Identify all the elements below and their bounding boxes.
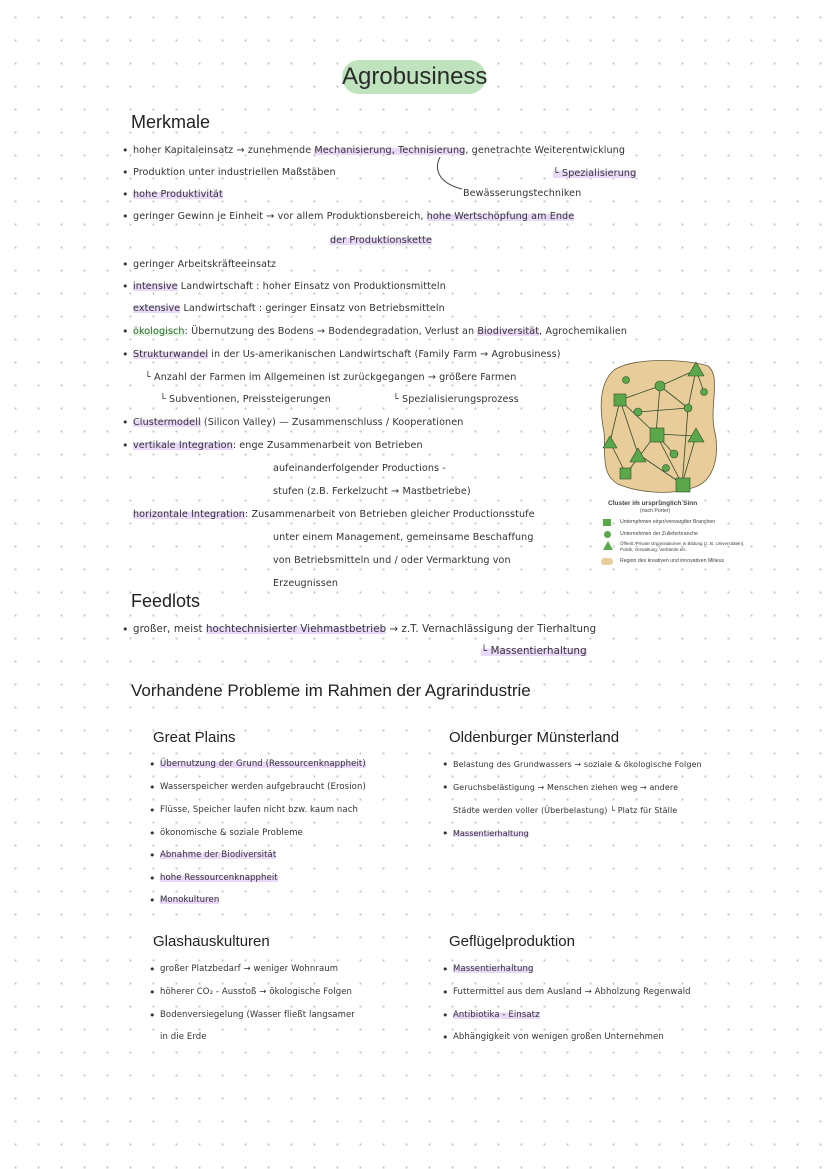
node-square — [676, 478, 690, 492]
merkmal-line-16 — [133, 508, 535, 521]
text: (Silicon Valley) — Zusammenschluss / Kooperationen — [203, 417, 464, 428]
gh-item: • höherer CO₂ - Ausstoß → ökologische Folgen — [160, 986, 352, 999]
merkmal-line-3 — [133, 188, 223, 201]
legend-circle-icon — [604, 531, 611, 538]
highlight: Strukturwandel — [133, 349, 209, 360]
gefluegel-heading: Geflügelproduktion — [449, 933, 575, 950]
om-item: • Belastung des Grundwassers → soziale & ökologische Folgen — [453, 758, 702, 771]
highlight: Abnahme der Biodiversität — [160, 850, 277, 860]
merkmal-line-9 — [133, 348, 561, 361]
cluster-caption: Cluster im ursprünglich Sinn — [608, 500, 698, 507]
merkmal-line-6 — [133, 280, 446, 293]
highlight: Antibiotika - Einsatz — [453, 1010, 540, 1020]
gp-item — [160, 849, 276, 862]
gp-item — [160, 872, 278, 885]
node-square — [614, 394, 626, 406]
om-item: • Geruchsbelästigung → Menschen ziehen weg → andere — [453, 781, 678, 794]
great-plains-heading: Great Plains — [153, 729, 236, 746]
branch-spezialisierung — [553, 167, 636, 180]
text: , genetrachte Weiterentwicklung — [465, 145, 626, 156]
text: Landwirtschaft : geringer Einsatz von Betriebsmitteln — [183, 303, 445, 314]
merkmal-line-12 — [133, 416, 463, 429]
branch-connector-icon — [430, 155, 470, 195]
gp-item: • Flüsse, Speicher laufen nicht bzw. kaum nach — [160, 804, 358, 817]
highlight: Mechanisierung, Technisierung — [314, 145, 466, 156]
node-circle — [655, 381, 665, 391]
merkmal-line-4 — [133, 210, 574, 223]
om-item — [453, 827, 529, 840]
highlight: intensive — [133, 281, 178, 292]
merkmal-line-5: • geringer Arbeitskräfteeinsatz — [133, 258, 276, 271]
gh-item: • Bodenversiegelung (Wasser fließt langsamer — [160, 1009, 355, 1022]
legend-triangle-icon — [603, 541, 613, 550]
highlight: └ Massentierhaltung — [481, 646, 587, 657]
text: geringer Gewinn je Einheit → vor allem Produktionsbereich, — [133, 211, 424, 222]
merkmale-heading: Merkmale — [131, 112, 211, 132]
highlight: extensive — [133, 303, 181, 314]
text: : Zusammenarbeit von Betrieben gleicher Productionsstufe — [244, 509, 535, 520]
node-circle — [670, 450, 678, 458]
text: : enge Zusammenarbeit von Betrieben — [232, 440, 423, 451]
legend-region-icon — [601, 558, 613, 565]
cluster-region — [601, 361, 716, 493]
node-circle — [701, 389, 708, 396]
highlight: hochtechnisierter Viehmastbetrieb — [205, 624, 387, 635]
oldenburger-heading: Oldenburger Münsterland — [449, 729, 620, 746]
highlight: └ Spezialisierung — [553, 168, 637, 179]
merkmal-line-11a: └ Subventionen, Preissteigerungen — [160, 394, 331, 405]
gf-item — [453, 963, 533, 976]
merkmal-line-14: aufeinanderfolgender Productions - — [273, 463, 446, 474]
merkmal-line-4-cont — [330, 234, 432, 247]
merkmal-line-17: unter einem Management, gemeinsame Beschaffung — [273, 532, 534, 543]
highlight: Monokulturen — [160, 895, 220, 905]
page-title: Agrobusiness — [342, 60, 486, 94]
highlight: vertikale Integration — [133, 440, 233, 451]
merkmal-line-2: • Produktion unter industriellen Maßstäben — [133, 166, 336, 179]
feedlots-line-1 — [133, 623, 596, 636]
om-item-cont: Städte werden voller (Überbelastung) └ Platz für Ställe — [453, 806, 678, 815]
text: : Übernutzung des Bodens → Bodendegradation, Verlust an — [184, 326, 475, 337]
merkmal-line-8 — [133, 325, 627, 338]
legend-square-icon — [603, 519, 611, 526]
gp-item — [160, 894, 219, 907]
merkmal-line-7 — [133, 302, 445, 315]
gp-item: • Wasserspeicher werden aufgebraucht (Erosion) — [160, 781, 366, 794]
highlight: Biodiversität — [477, 326, 540, 337]
feedlots-line-2 — [481, 645, 587, 658]
feedlots-heading: Feedlots — [131, 591, 201, 611]
gp-item: • ökonomische & soziale Probleme — [160, 827, 303, 840]
highlight: hohe Produktivität — [133, 189, 223, 200]
gh-item: • großer Platzbedarf → weniger Wohnraum — [160, 963, 338, 976]
merkmal-line-19: Erzeugnissen — [273, 578, 339, 589]
merkmal-line-11b: └ Spezialisierungsprozess — [393, 394, 519, 405]
cluster-diagram — [596, 356, 722, 496]
text: Landwirtschaft : hoher Einsatz von Produktionsmitteln — [180, 281, 446, 292]
text: , Agrochemikalien — [539, 326, 628, 337]
highlight: Clustermodell — [133, 417, 201, 428]
node-square — [620, 468, 631, 479]
node-circle — [634, 408, 642, 416]
gf-item — [453, 1009, 540, 1022]
merkmal-line-18: von Betriebsmitteln und / oder Vermarktung von — [273, 555, 511, 566]
branch-bewaesserung: Bewässerungstechniken — [463, 188, 582, 199]
cluster-subcaption: (nach Porter) — [640, 508, 671, 514]
merkmal-line-13 — [133, 439, 423, 452]
node-circle — [623, 377, 630, 384]
merkmal-line-15: stufen (z.B. Ferkelzucht → Mastbetriebe) — [273, 486, 471, 497]
highlight: der Produktionskette — [330, 235, 432, 246]
highlight: hohe Ressourcenknappheit — [160, 873, 278, 883]
node-square — [650, 428, 664, 442]
merkmal-line-10: └ Anzahl der Farmen im Allgemeinen ist zurückgegangen → größere Farmen — [145, 372, 517, 383]
text: in der Us-amerikanischen Landwirtschaft (Family Farm → Agrobusiness) — [211, 349, 561, 360]
legend-item-2: Unternehmen der Zulieferbranche — [620, 531, 698, 537]
node-circle — [663, 465, 670, 472]
highlight: Massentierhaltung — [453, 964, 534, 974]
probleme-heading: Vorhandene Probleme im Rahmen der Agrarindustrie — [131, 681, 531, 700]
gf-item: • Futtermittel aus dem Ausland → Abholzung Regenwald — [453, 986, 691, 999]
merkmal-line-1 — [133, 144, 625, 157]
glashaus-heading: Glashauskulturen — [153, 933, 270, 950]
legend-item-1: Unternehmen einer/verwandter Branchen — [620, 519, 716, 525]
gp-item — [160, 758, 366, 771]
gh-item-cont: in die Erde — [160, 1032, 207, 1042]
text: großer, meist — [133, 624, 203, 635]
gf-item: • Abhängigkeit von wenigen großen Unternehmen — [453, 1031, 664, 1044]
highlight: ökologisch — [133, 326, 185, 337]
text: → z.T. Vernachlässigung der Tierhaltung — [389, 624, 597, 635]
node-circle — [684, 404, 692, 412]
legend-item-3: Öffentl./Private Organisationen in Bildung (z. B. Universitäten), Politik, Verwaltung, Verbände etc. — [620, 541, 745, 552]
highlight: Übernutzung der Grund (Ressourcenknappheit) — [160, 759, 366, 769]
legend-item-4: Region des kreativen und innovativen Milieus — [620, 558, 725, 564]
highlight: Massentierhaltung — [453, 829, 529, 838]
highlight: horizontale Integration — [133, 509, 245, 520]
text: hoher Kapitaleinsatz → zunehmende — [133, 145, 312, 156]
highlight: hohe Wertschöpfung am Ende — [426, 211, 575, 222]
